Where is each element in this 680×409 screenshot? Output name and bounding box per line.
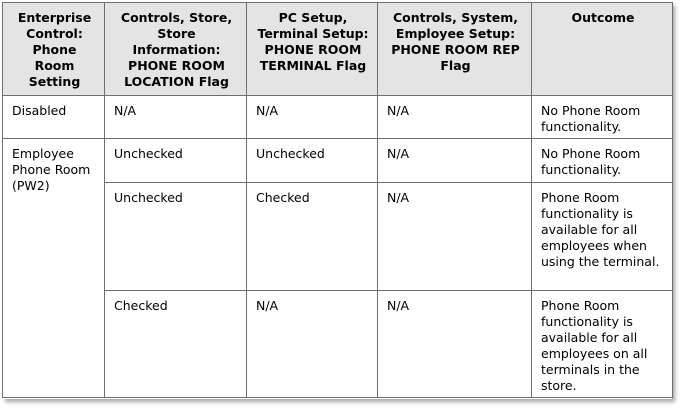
table-row <box>3 96 673 139</box>
phone-room-settings-table <box>2 2 673 398</box>
header-outcome <box>532 3 673 96</box>
cell-outcome: Phone Room functionality is available for all employees on all terminals in the store. <box>532 291 673 398</box>
table-header-row <box>3 3 673 96</box>
cell-terminal-flag: Unchecked <box>247 139 378 183</box>
header-enterprise-control-label: Enterprise Control: Phone Room Setting <box>17 10 92 89</box>
cell-rep-flag: N/A <box>378 139 532 183</box>
cell-rep-flag: N/A <box>378 183 532 291</box>
header-outcome-label: Outcome <box>571 10 635 25</box>
header-terminal-setup-path: PC Setup, Terminal Setup: <box>257 10 369 41</box>
header-employee-setup-path: Controls, System, Employee Setup: <box>392 10 519 41</box>
header-store-information <box>105 3 247 96</box>
header-location-flag: PHONE ROOM LOCATION Flag <box>124 58 229 89</box>
cell-location-flag: Unchecked <box>105 183 247 291</box>
header-employee-setup <box>378 3 532 96</box>
phone-room-settings-table-frame <box>2 2 672 399</box>
cell-outcome: No Phone Room functionality. <box>532 139 673 183</box>
header-rep-flag: PHONE ROOM REP Flag <box>391 42 520 73</box>
cell-terminal-flag: Checked <box>247 183 378 291</box>
cell-terminal-flag: N/A <box>247 96 378 139</box>
cell-location-flag: N/A <box>105 96 247 139</box>
cell-location-flag: Checked <box>105 291 247 398</box>
header-enterprise-control <box>3 3 105 96</box>
cell-outcome: No Phone Room functionality. <box>532 96 673 139</box>
cell-rep-flag: N/A <box>378 96 532 139</box>
cell-location-flag: Unchecked <box>105 139 247 183</box>
cell-setting: Employee Phone Room (PW2) <box>3 139 105 398</box>
header-terminal-setup <box>247 3 378 96</box>
header-store-information-path: Controls, Store, Store Information: <box>120 10 233 57</box>
header-terminal-flag: PHONE ROOM TERMINAL Flag <box>259 42 367 73</box>
cell-setting: Disabled <box>3 96 105 139</box>
cell-rep-flag: N/A <box>378 291 532 398</box>
table-row <box>3 139 673 183</box>
cell-terminal-flag: N/A <box>247 291 378 398</box>
cell-outcome: Phone Room functionality is available for all employees when using the terminal. <box>532 183 673 291</box>
